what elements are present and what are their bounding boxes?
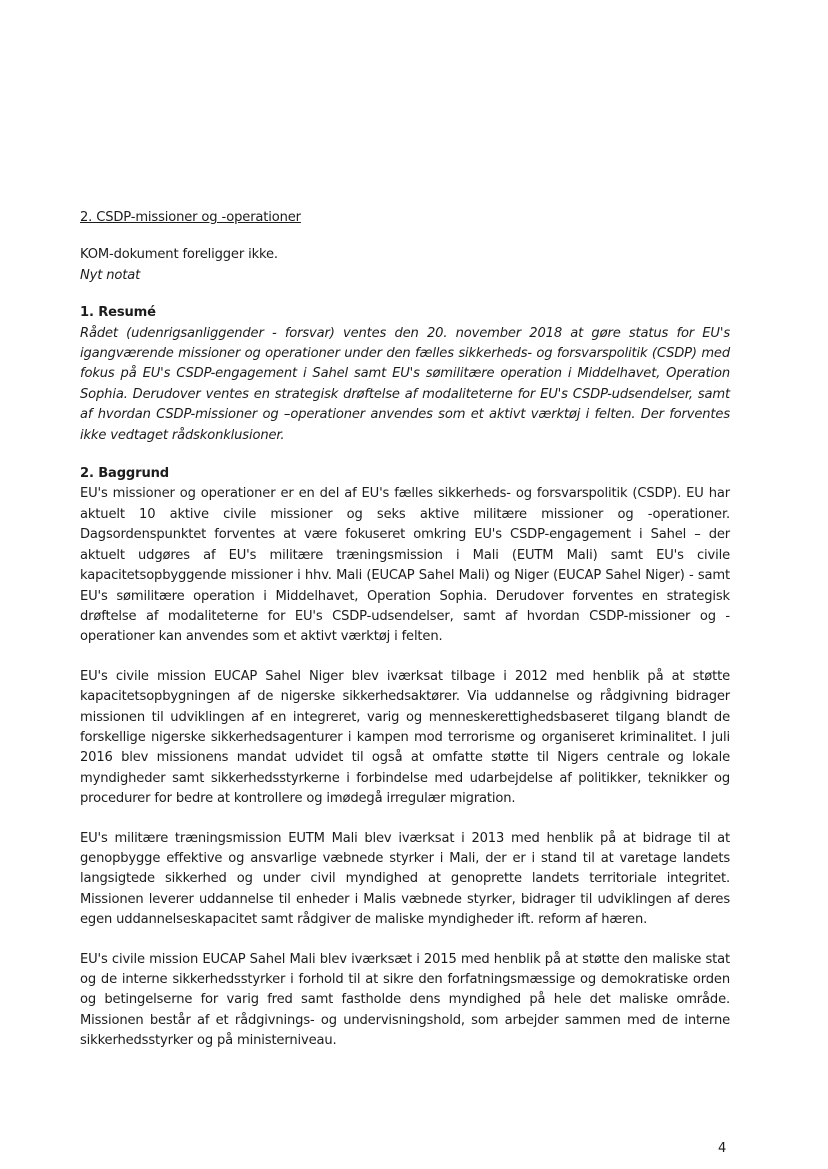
baggrund-heading: 2. Baggrund [80,466,170,482]
meta-note-type: Nyt notat [80,267,141,283]
document-body [80,208,730,1052]
baggrund-paragraph: EU's missioner og operationer er en del af EU's fælles sikkerheds- og forsvarspolitik (CSDP). EU har aktuelt 10 aktive civile missioner og seks aktive militære missioner og -operationer. Dagsordenspunktet forventes at være fokuseret omkring EU's CSDP-engagement i Sahel – der aktuelt udgøres af EU's militære træningsmission i Mali (EUTM Mali) samt EU's civile kapacitetsopbyggende missioner i hhv. Mali (EUCAP Sahel Mali) og Niger (EUCAP Sahel Niger) - samt EU's sømilitære operation i Middelhavet, Operation Sophia. Derudover forventes en strategisk drøftelse af modaliteterne for EU's CSDP-udsendelser, samt af hvordan CSDP-missioner og -operationer kan anvendes som et aktivt værktøj i felten. [80,486,730,645]
baggrund-paragraph: EU's civile mission EUCAP Sahel Mali blev iværksæt i 2015 med henblik på at støtte den maliske stat og de interne sikkerhedsstyrker i forhold til at sikre den forfatningsmæssige og demokratiske orden og betingelserne for varig fred samt fastholde dens myndighed på hele det maliske område. Missionen består af et rådgivnings- og undervisningshold, som arbejder sammen med de interne sikkerhedsstyrker og på ministerniveau. [80,951,730,1049]
resume-section [80,303,730,446]
document-meta [80,245,730,286]
resume-text: Rådet (udenrigsanliggender - forsvar) ventes den 20. november 2018 at gøre status for EU's igangværende missioner og operationer under den fælles sikkerheds- og forsvarspolitik (CSDP) med fokus på EU's CSDP-engagement i Sahel samt EU's sømilitære operation i Middelhavet, Operation Sophia. Derudover ventes en strategisk drøftelse af modaliteterne for EU's CSDP-udsendelser, samt af hvordan CSDP-missioner og –operationer anvendes som et aktivt værktøj i felten. Der forventes ikke vedtaget rådskonklusioner. [80,325,730,443]
section-heading: 2. CSDP-missioner og -operationer [80,210,301,225]
baggrund-paragraph: EU's militære træningsmission EUTM Mali blev iværksat i 2013 med henblik på at bidrage til at genopbygge effektive og ansvarlige væbnede styrker i Mali, der er i stand til at varetage landets langsigtede sikkerhed og under civil myndighed at genoprette landets territoriale integritet. Missionen leverer uddannelse til enheder i Malis væbnede styrker, bidrager til udviklingen af deres egen uddannelseskapacitet samt rådgiver de maliske myndigheder ift. reform af hæren. [80,830,730,928]
meta-kom-document: KOM-dokument foreligger ikke. [80,247,278,263]
resume-heading: 1. Resumé [80,305,156,321]
baggrund-paragraph: EU's civile mission EUCAP Sahel Niger blev iværksat tilbage i 2012 med henblik på at støtte kapacitetsopbygningen af de nigerske sikkerhedsaktører. Via uddannelse og rådgivning bidrager missionen til udviklingen af en integreret, varig og menneskerettighedsbaseret tilgang blandt de forskellige nigerske sikkerhedsagenturer i kampen mod terrorisme og organiseret kriminalitet. I juli 2016 blev missionens mandat udvidet til også at omfatte støtte til Nigers centrale og lokale myndigheder samt sikkerhedsstyrkerne i forbindelse med udarbejdelse af politikker, teknikker og procedurer for bedre at kontrollere og imødegå irregulær migration. [80,668,730,807]
page-number: 4 [718,1141,727,1156]
baggrund-section [80,464,730,1052]
